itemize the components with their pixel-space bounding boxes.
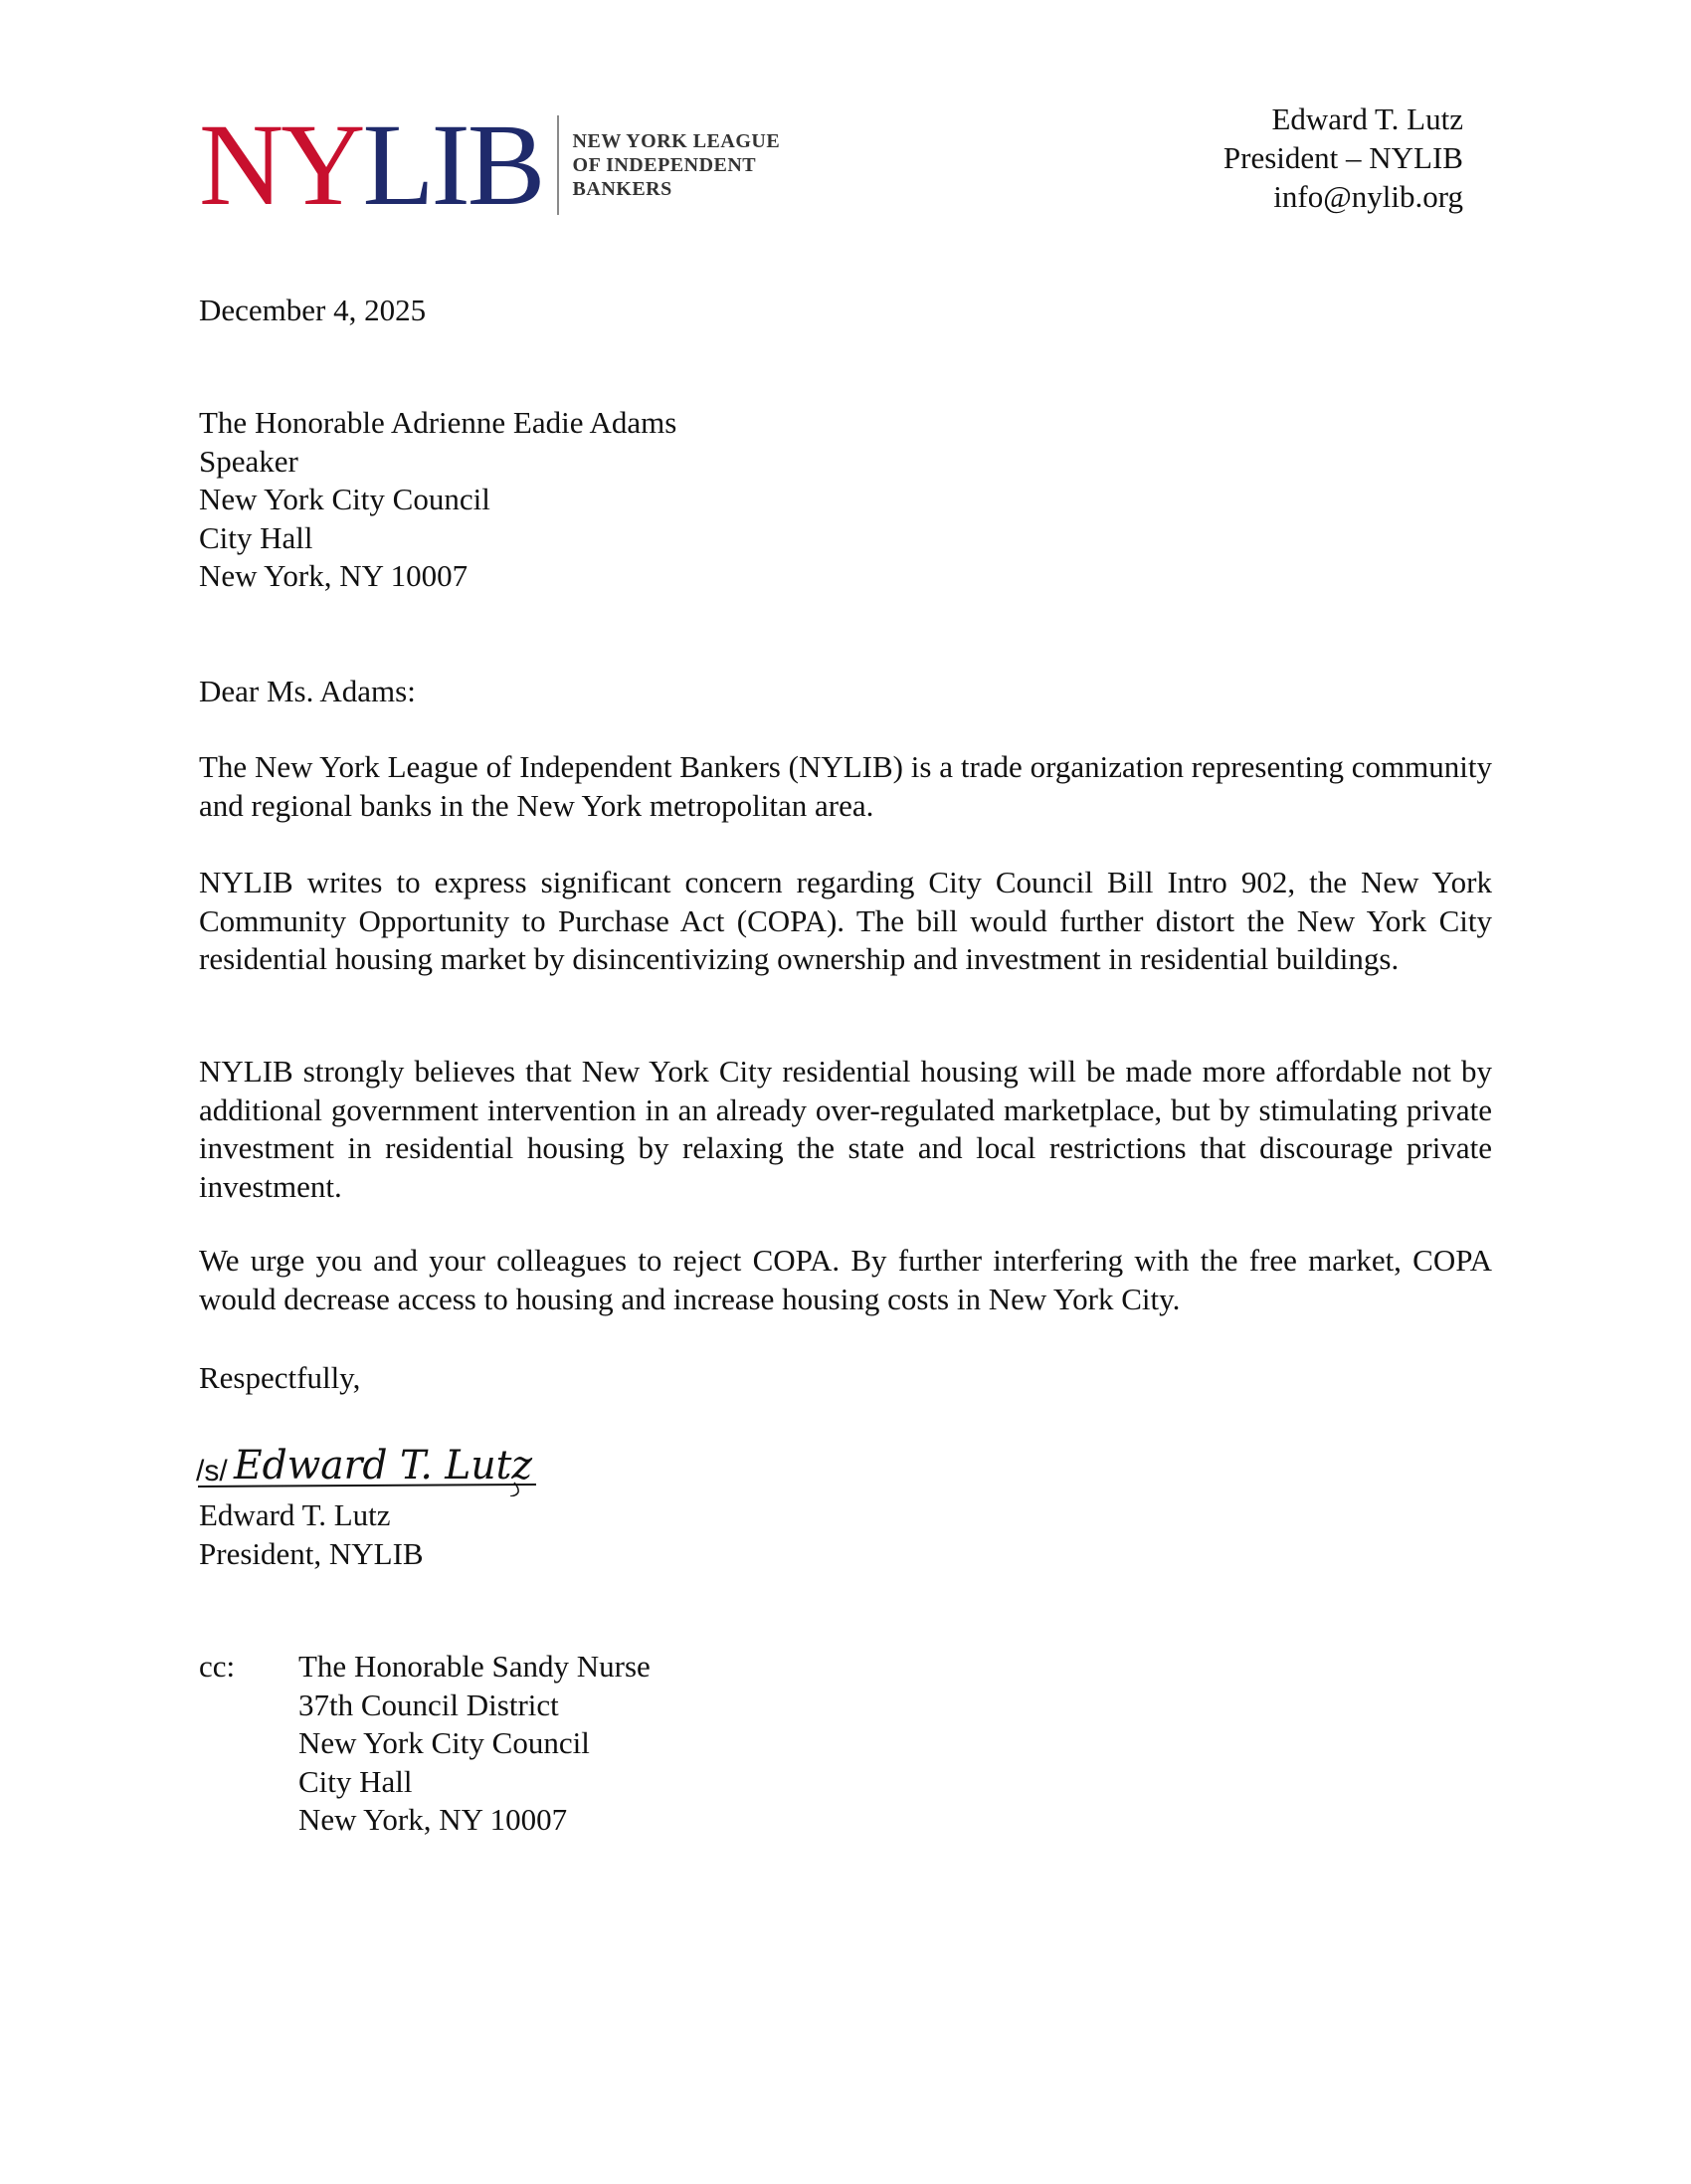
cc-block	[199, 1648, 651, 1840]
logo-line-3: BANKERS	[572, 178, 672, 200]
cc-address	[298, 1648, 651, 1840]
signer-name: Edward T. Lutz	[199, 1497, 391, 1532]
logo-lib: LIB	[362, 99, 543, 230]
body-paragraph-1: The New York League of Independent Bankers (NYLIB) is a trade organization representing community and regional banks in the New York metropolitan area.	[199, 749, 1492, 823]
logo-divider	[557, 115, 559, 215]
closing: Respectfully,	[199, 1360, 361, 1395]
cc-line: 37th Council District	[298, 1687, 559, 1722]
sender-title: President – NYLIB	[1222, 140, 1463, 175]
cc-line: New York City Council	[298, 1725, 590, 1760]
recipient-line: New York, NY 10007	[199, 558, 469, 593]
body-paragraph-4: We urge you and your colleagues to reject COPA. By further interfering with the free market, COPA would decrease access to housing and increase housing costs in New York City.	[199, 1243, 1492, 1316]
recipient-line: Speaker	[199, 443, 298, 479]
recipient-line: The Honorable Adrienne Eadie Adams	[199, 405, 677, 440]
recipient-line: City Hall	[199, 519, 313, 555]
recipient-line: New York City Council	[199, 482, 490, 516]
signer-block	[199, 1496, 424, 1573]
sender-email: info@nylib.org	[1273, 179, 1463, 214]
signature	[196, 1433, 540, 1496]
signer-title: President, NYLIB	[199, 1535, 424, 1571]
sender-block	[1223, 99, 1463, 216]
body-paragraph-2: NYLIB writes to express significant concern regarding City Council Bill Intro 902, the New York Community Opportunity to Purchase Act (COPA). The bill would further distort the New York City residential housing market by disincentivizing ownership and investment in residential buildings.	[199, 865, 1492, 976]
logo-ny: NY	[199, 99, 363, 230]
cc-line: New York, NY 10007	[298, 1802, 568, 1837]
signature-prefix: /s/	[196, 1455, 228, 1488]
sender-name: Edward T. Lutz	[1271, 101, 1463, 136]
recipient-address	[199, 404, 676, 596]
cc-line: City Hall	[298, 1763, 413, 1799]
cc-label: cc:	[199, 1649, 236, 1684]
letter-date: December 4, 2025	[199, 293, 427, 327]
logo-wordmark	[199, 99, 543, 230]
logo-org-name	[573, 129, 781, 201]
logo-line-2: OF INDEPENDENT	[572, 154, 757, 176]
cc-line: The Honorable Sandy Nurse	[298, 1649, 651, 1684]
signature-script-name: Edward T. Lutz	[233, 1443, 533, 1489]
nylib-logo	[199, 99, 781, 230]
salutation: Dear Ms. Adams:	[199, 674, 416, 708]
body-paragraph-3: NYLIB strongly believes that New York City residential housing will be made more affordable not by additional government intervention in an already over-regulated marketplace, but by stimulating private investment in residential housing by relaxing the state and local restrictions that discourage private investment.	[199, 1054, 1492, 1204]
logo-line-1: NEW YORK LEAGUE	[572, 130, 781, 152]
